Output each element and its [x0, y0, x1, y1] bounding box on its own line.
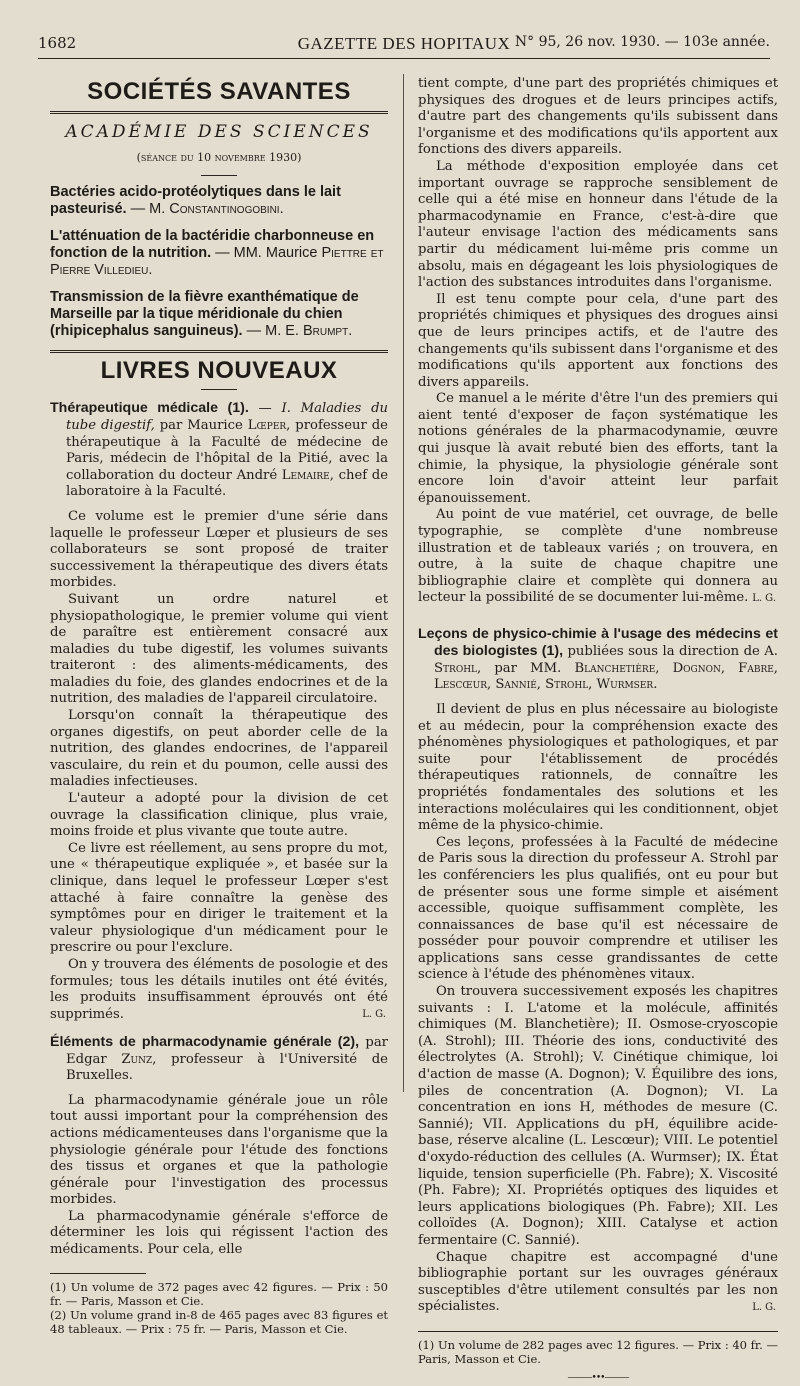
review-paragraph: La pharmacodynamie générale s'efforce de déterminer les lois qui régissent l'action des médicaments. Pour cela, elle: [50, 1208, 388, 1258]
footnote: (1) Un volume de 282 pages avec 12 figures. — Prix : 40 fr. — Paris, Masson et Cie.: [418, 1337, 778, 1366]
review-paragraph: La pharmacodynamie générale joue un rôle tout aussi important pour la compréhension des actions médicamenteuses dans l'organisme que la physiologie générale pour l'étude des fonctions des tissus et organes et que la pathologie générale pour l'investigation des processus morbides.: [50, 1092, 388, 1208]
end-ornament: ———•••———: [567, 1372, 629, 1383]
academy-heading: ACADÉMIE DES SCIENCES: [65, 121, 373, 142]
review-paragraph: Il devient de plus en plus nécessaire au biologiste et au médecin, pour la compréhension exacte des phénomènes physiologiques et pathologiques, et par suite pour l'établissement de procédés thérapeutiques rationnels, de connaître les propriétés fondamentales des solutions et les interactions moléculaires qui les conditionnent, objet même de la physico-chimie.: [418, 701, 778, 834]
communication-entry: Transmission de la fièvre exanthématique de Marseille par la tique méridionale du chien (rhipicephalus sanguineus). — M. E. Brumpt.: [50, 288, 359, 339]
review-paragraph: tient compte, d'une part des propriétés chimiques et physiques des drogues et de leurs principes actifs, d'autre part des changements qu'ils subissent dans l'organisme et des modifications qu'ils apportent aux fonctions des divers appareils.: [418, 76, 778, 158]
communication-entry: Bactéries acido-protéolytiques dans le lait pasteurisé. — M. Constantinogobini.: [50, 183, 341, 217]
review-paragraph: On y trouvera des éléments de posologie et des formules; tous les détails inutiles ont été évités, les produits insuffisamment éprouvés ont été supprimés.: [50, 956, 388, 1022]
header-rule: [38, 58, 770, 59]
review-paragraph: Au point de vue matériel, cet ouvrage, de belle typographie, se complète d'une nombreuse illustration et de tableaux variés ; on trouvera, en outre, à la suite de chaque chapitre une bibliographie claire et complète qui donnera au lecteur la possibilité de se documenter lui-même.: [418, 507, 778, 606]
right-column: [418, 76, 778, 1386]
review-paragraph: Ce manuel a le mérite d'être l'un des premiers qui aient tenté d'exposer de façon systématique les notions générales de la pharmacodynamie, œuvre qui jusque là avait rebuté bien des efforts, tant la chimie, la physique, la physiologie générale sont encore loin d'avoir atteint leur parfait épanouissement.: [418, 391, 778, 506]
short-rule: [201, 175, 237, 176]
journal-title: GAZETTE DES HOPITAUX: [297, 34, 511, 53]
running-header: [38, 34, 770, 58]
review-paragraph: Lorsqu'on connaît la thérapeutique des organes digestifs, on peut aborder celle de la nutrition, des glandes endocrines, de l'appareil vasculaire, du rein et du poumon, celle aussi des maladies infectieuses.: [50, 708, 388, 790]
book-entry-physico-chimie: Leçons de physico-chimie à l'usage des médecins et des biologistes (1), publiées sous la direction de A. Strohl, par MM. Blanchetière, Dognon, Fabre, Lescœur, Sannié, Strohl, Wurmser.: [418, 625, 778, 693]
review-paragraph: La méthode d'exposition employée dans cet important ouvrage se rapproche sensiblement de celle qui a été mise en honneur dans l'étude de la pharmacodynamie en France, c'est-à-dire que l'auteur envisage l'action des médicaments sans partir du médicament lui-même pris comme un absolu, mais en dégageant les lois physiologiques de l'action des substances introduites dans l'organisme.: [418, 158, 778, 291]
book-entry-pharmacodynamie: Éléments de pharmacodynamie générale (2), par Edgar Zunz, professeur à l'Université de Bruxelles.: [50, 1033, 388, 1084]
page-number: 1682: [38, 34, 77, 52]
review-paragraph: On trouvera successivement exposés les chapitres suivants : I. L'atome et la molécule, affinités chimiques (M. Blanchetière); II. Osmose-cryoscopie (A. Strohl); III. Théorie des ions, conductivité des électrolytes (A. Strohl); V. Cinétique chimique, loi d'action de masse (A. Dognon); V. Équilibre des ions, piles de concentration (A. Dognon); VI. La concentration en ions H, méthodes de mesure (C. Sannié); VII. Applications du pH, équilibre acide-base, réserve alcaline (L. Lescœur); VIII. Le potentiel d'oxydo-réduction des cellules (A. Wurmser); IX. État liquide, tension superficielle (Ph. Fabre); X. Viscosité (Ph. Fabre); XI. Propriétés optiques des liquides et leurs applications biologiques (Ph. Fabre); XII. Les colloïdes (A. Dognon); XIII. Catalyse et action fermentaire (C. Sannié).: [418, 984, 778, 1248]
review-paragraph: Suivant un ordre naturel et physiopathologique, le premier volume qui vient de paraître est entièrement consacré aux maladies du tube digestif, les volumes suivants traiteront : des aliments-médicaments, des maladies du foie, des glandes endocrines et de la nutrition, des maladies de l'appareil circulatoire.: [50, 591, 388, 707]
issue-info: N° 95, 26 nov. 1930. — 103e année.: [514, 34, 770, 50]
footnote-rule: [50, 1273, 146, 1274]
footnote: (1) Un volume de 372 pages avec 42 figures. — Prix : 50 fr. — Paris, Masson et Cie.: [50, 1279, 388, 1308]
column-divider: [403, 74, 404, 1092]
review-paragraph: Chaque chapitre est accompagné d'une bibliographie portant sur les ouvrages généraux susceptibles d'être utilement consultés par les non spécialistes.: [418, 1249, 778, 1315]
review-paragraph: Il est tenu compte pour cela, d'une part des propriétés chimiques et physiques des drogues ainsi que de leurs principes actifs, et de l'autre des changements qu'ils subissent dans l'organisme et des modifications qu'ils apportent aux fonctions des divers appareils.: [418, 291, 778, 390]
double-rule: [50, 350, 388, 353]
review-paragraph: Ce volume est le premier d'une série dans laquelle le professeur Lœper et plusieurs de ses collaborateurs se sont proposé de traiter successivement la thérapeutique des divers états morbides.: [50, 508, 388, 591]
review-paragraph: L'auteur a adopté pour la division de cet ouvrage la classification clinique, plus vraie, moins froide et plus vivante que toute autre.: [50, 791, 388, 840]
footnote-rule: [418, 1331, 778, 1332]
review-paragraph: Ce livre est réellement, au sens propre du mot, une « thérapeutique expliquée », et basée sur la clinique, dans lequel le professeur Lœper s'est attaché à faire connaître la genèse des symptômes pour en diriger le traitement et la valeur physiologique d'un médicament pour le prescrire ou pour l'exclure.: [50, 840, 388, 956]
double-rule: [50, 111, 388, 114]
footnote: (2) Un volume grand in-8 de 465 pages avec 83 figures et 48 tableaux. — Prix : 75 fr. — Paris, Masson et Cie.: [50, 1307, 388, 1336]
short-rule: [201, 389, 237, 390]
communication-entry: L'atténuation de la bactéridie charbonneuse en fonction de la nutrition. — MM. Maurice Piettre et Pierre Villedieu.: [50, 227, 384, 278]
reviewer-signature: L. G.: [362, 1009, 386, 1021]
book-entry-therapeutique: Thérapeutique médicale (1). — I. Maladies du tube digestif, par Maurice Lœper, professeur de thérapeutique à la Faculté de médecine de Paris, médecin de l'hôpital de la Pitié, avec la collaboration du docteur André Lemaire, chef de laboratoire à la Faculté.: [50, 400, 389, 500]
session-date: (séance du 10 novembre 1930): [136, 151, 302, 165]
section-title-societes: SOCIÉTÉS SAVANTES: [87, 78, 351, 105]
review-paragraph: Ces leçons, professées à la Faculté de médecine de Paris sous la direction du professeur A. Strohl par les conférenciers les plus qualifiés, ont eu pour but de présenter sous une forme simple et aisément accessible, quoique suffisamment complète, les connaissances de base qu'il est nécessaire de posséder pour pouvoir comprendre et utiliser les applications sans cesse grandissantes de cette science à l'étude des phénomènes vitaux.: [418, 834, 778, 983]
section-title-livres: LIVRES NOUVEAUX: [100, 356, 338, 384]
reviewer-signature: L. G.: [752, 1301, 776, 1313]
reviewer-signature: L. G.: [752, 593, 776, 604]
